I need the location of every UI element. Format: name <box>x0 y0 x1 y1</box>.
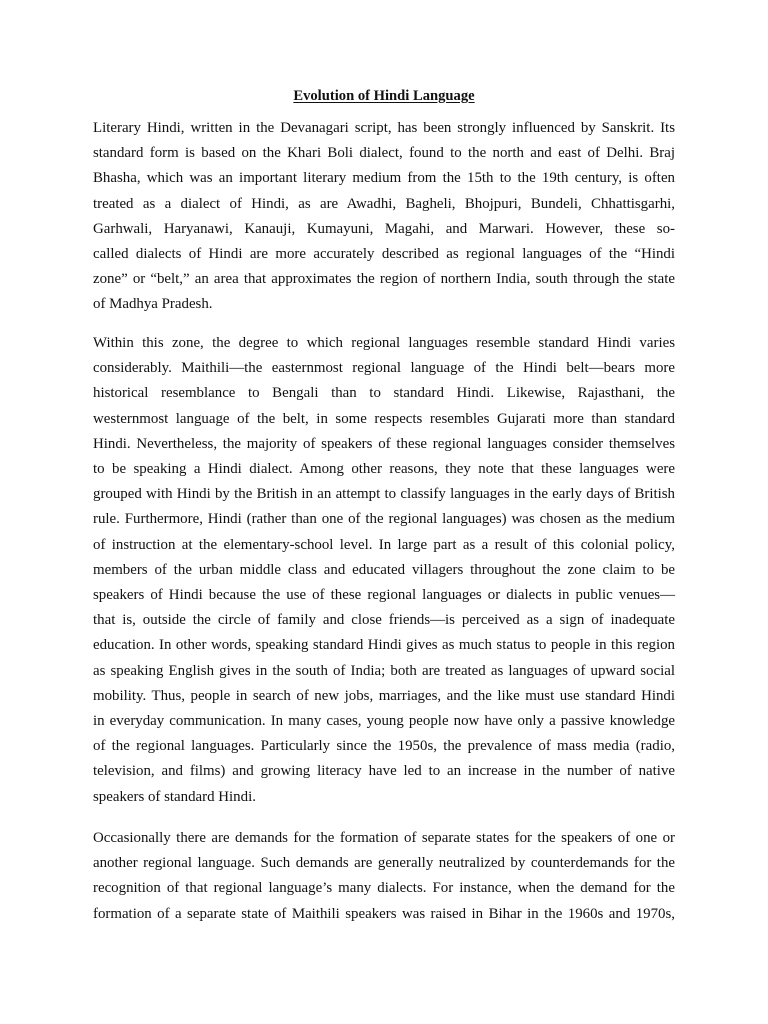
text-line: grouped with Hindi by the British in an attempt to classify languages in the early days of British <box>93 486 675 503</box>
text-line: mobility. Thus, people in search of new jobs, marriages, and the like must use standard Hindi <box>93 687 675 704</box>
text-line: members of the urban middle class and educated villagers throughout the zone claim to be <box>93 561 675 578</box>
paragraph-2 <box>93 331 675 810</box>
text-line: education. In other words, speaking standard Hindi gives as much status to people in this region <box>93 637 675 654</box>
text-line: of the regional languages. Particularly since the 1950s, the prevalence of mass media (radio, <box>93 738 675 755</box>
text-line: historical resemblance to Bengali than to standard Hindi. Likewise, Rajasthani, the <box>93 385 675 402</box>
text-line: Garhwali, Haryanawi, Kanauji, Kumayuni, Magahi, and Marwari. However, these so- <box>93 220 675 237</box>
text-line: speakers of Hindi because the use of these regional languages or dialects in public venues— <box>93 587 675 604</box>
text-line: as speaking English gives in the south of India; both are treated as languages of upward social <box>93 662 675 679</box>
text-line: Occasionally there are demands for the formation of separate states for the speakers of one or <box>93 830 675 846</box>
paragraph-3 <box>93 826 675 927</box>
text-line: speakers of standard Hindi. <box>93 788 256 805</box>
text-line: treated as a dialect of Hindi, as are Awadhi, Bagheli, Bhojpuri, Bundeli, Chhattisgarhi, <box>93 195 675 212</box>
text-line: zone” or “belt,” an area that approximates the region of northern India, south through the state <box>93 271 675 288</box>
text-line: that is, outside the circle of family and close friends—is perceived as a sign of inadequate <box>93 612 675 629</box>
text-line: to be speaking a Hindi dialect. Among other reasons, they note that these languages were <box>93 461 675 478</box>
text-line: called dialects of Hindi are more accurately described as regional languages of the “Hindi <box>93 246 675 263</box>
text-line: of instruction at the elementary-school level. In large part as a result of this colonial policy, <box>93 536 675 553</box>
text-line: Within this zone, the degree to which regional languages resemble standard Hindi varies <box>93 335 675 351</box>
text-line: another regional language. Such demands are generally neutralized by counterdemands for the <box>93 855 675 872</box>
text-line: Hindi. Nevertheless, the majority of speakers of these regional languages consider themselves <box>93 435 675 452</box>
document-title: Evolution of Hindi Language <box>293 88 475 104</box>
text-line: rule. Furthermore, Hindi (rather than one of the regional languages) was chosen as the medium <box>93 511 675 528</box>
text-line: in everyday communication. In many cases, young people now have only a passive knowledge <box>93 713 675 730</box>
text-line: standard form is based on the Khari Boli dialect, found to the north and east of Delhi. Braj <box>93 145 675 162</box>
text-line: Literary Hindi, written in the Devanagari script, has been strongly influenced by Sanskrit. Its <box>93 120 675 136</box>
text-line: recognition of that regional language’s many dialects. For instance, when the demand for the <box>93 880 675 897</box>
text-line: formation of a separate state of Maithili speakers was raised in Bihar in the 1960s and 1970s, <box>93 905 675 922</box>
text-line: of Madhya Pradesh. <box>93 296 213 313</box>
text-line: westernmost language of the belt, in some respects resembles Gujarati more than standard <box>93 410 675 427</box>
text-line: considerably. Maithili—the easternmost regional language of the Hindi belt—bears more <box>93 360 675 377</box>
text-line: television, and films) and growing literacy have led to an increase in the number of native <box>93 763 675 780</box>
text-line: Bhasha, which was an important literary medium from the 15th to the 19th century, is often <box>93 170 675 187</box>
paragraph-1 <box>93 116 675 318</box>
